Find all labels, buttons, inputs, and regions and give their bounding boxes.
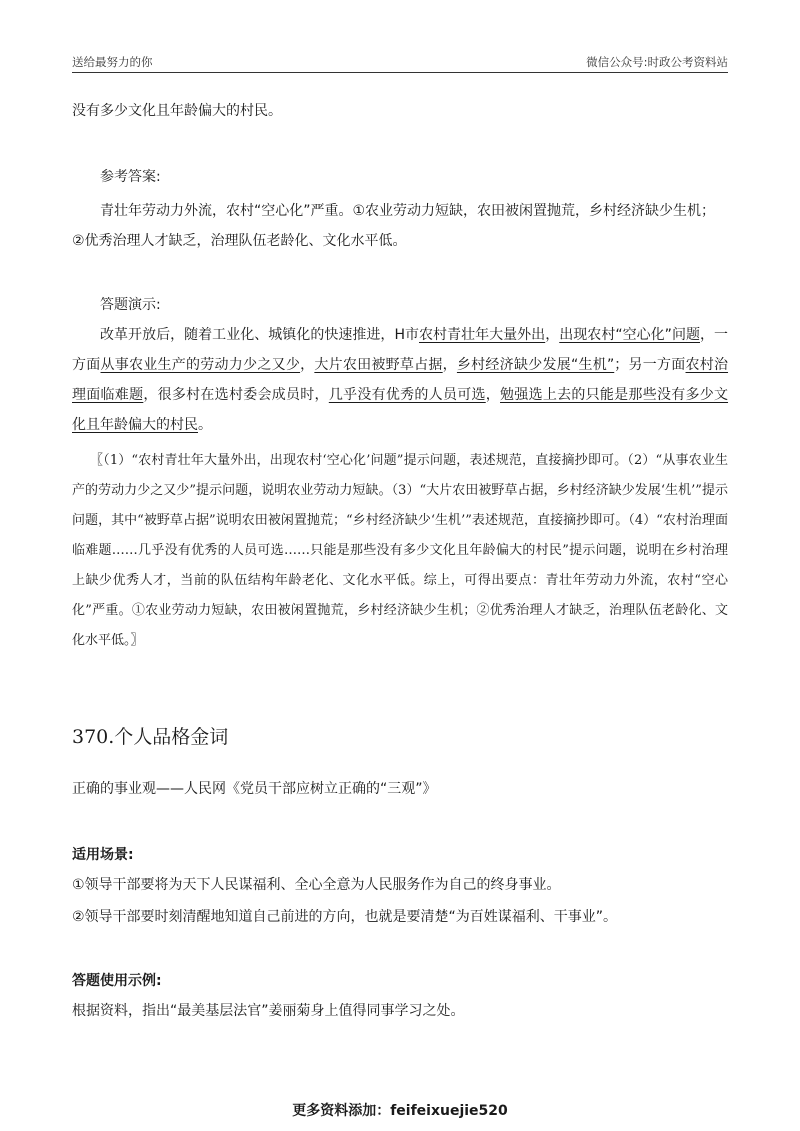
demo-text: ，一方面 xyxy=(72,327,729,373)
demo-underline: 从事农业生产的劳动力少之又少 xyxy=(100,357,301,373)
demo-underline: 勉强选上去的只能是那些没有多少文化且年龄偏大的村民 xyxy=(72,387,729,433)
demo-underline: 乡村经济缺少发展“生机” xyxy=(456,357,615,373)
header-left-text: 送给最努力的你 xyxy=(72,55,153,69)
scenes-label: 适用场景: xyxy=(72,847,134,863)
section-source: 正确的事业观——人民网《党员干部应树立正确的“三观”》 xyxy=(72,781,437,797)
demo-text: ， xyxy=(300,357,315,373)
page-header xyxy=(72,50,728,73)
demo-label: 答题演示: xyxy=(100,297,161,313)
demo-paragraph xyxy=(72,320,728,440)
demo-text: 改革开放后，随着工业化、城镇化的快速推进，H市 xyxy=(100,327,420,343)
example-text: 根据资料，指出“最美基层法官”姜丽菊身上值得同事学习之处。 xyxy=(72,1003,465,1019)
ref-answer-line-2: ②优秀治理人才缺乏，治理队伍老龄化、文化水平低。 xyxy=(72,233,407,249)
ref-answer-label: 参考答案: xyxy=(100,169,161,185)
demo-underline: 农村治理面临难题 xyxy=(72,357,729,403)
demo-text: ，很多村在选村委会成员时， xyxy=(143,387,329,403)
demo-text: ， xyxy=(545,327,560,343)
footer-contact: 更多资料添加：feifeixuejie520 xyxy=(292,1103,508,1119)
demo-text: ， xyxy=(442,357,457,373)
scene-item-2: ②领导干部要时刻清醒地知道自己前进的方向，也就是要清楚“为百姓谋福利、干事业”。 xyxy=(72,909,618,925)
demo-underline: 出现农村“空心化”问题 xyxy=(559,327,700,343)
demo-text: ， xyxy=(485,387,501,403)
ref-answer-line-1: 青壮年劳动力外流，农村“空心化”严重。①农业劳动力短缺，农田被闲置抛荒，乡村经济缺少生机； xyxy=(100,203,716,219)
header-right-text: 微信公众号:时政公考资料站 xyxy=(586,55,728,69)
intro-line: 没有多少文化且年龄偏大的村民。 xyxy=(72,103,282,119)
example-label: 答题使用示例: xyxy=(72,973,162,989)
scene-item-1: ①领导干部要将为天下人民谋福利、全心全意为人民服务作为自己的终身事业。 xyxy=(72,877,561,893)
demo-underline: 农村青壮年大量外出 xyxy=(419,327,546,343)
demo-text: 。 xyxy=(198,417,212,433)
section-title: 370.个人品格金词 xyxy=(72,726,229,748)
demo-underline: 几乎没有优秀的人员可选 xyxy=(328,387,486,403)
demo-text: ；另一方面 xyxy=(614,357,686,373)
analysis-note: 〖（1）“农村青壮年大量外出，出现农村‘空心化’问题”提示问题，表述规范，直接摘抄即可。（2）“从事农业生产的劳动力少之又少”提示问题，说明农业劳动力短缺。（3）“大片农田被野草占据，乡村经济缺少发展‘生机’”提示问题，其中“被野草占据”说明农田被闲置抛荒；“乡村经济缺少‘生机’”表述规范，直接摘抄即可。（4）“农村治理面临难题……几乎没有优秀的人员可选……只能是那些没有多少文化且年龄偏大的村民”提示问题，说明在乡村治理上缺少优秀人才，当前的队伍结构年龄老化、文化水平低。综上，可得出要点：青壮年劳动力外流，农村“空心化”严重。①农业劳动力短缺，农田被闲置抛荒，乡村经济缺少生机；②优秀治理人才缺乏，治理队伍老龄化、文化水平低。〗 xyxy=(72,453,728,648)
demo-underline: 大片农田被野草占据 xyxy=(314,357,443,373)
